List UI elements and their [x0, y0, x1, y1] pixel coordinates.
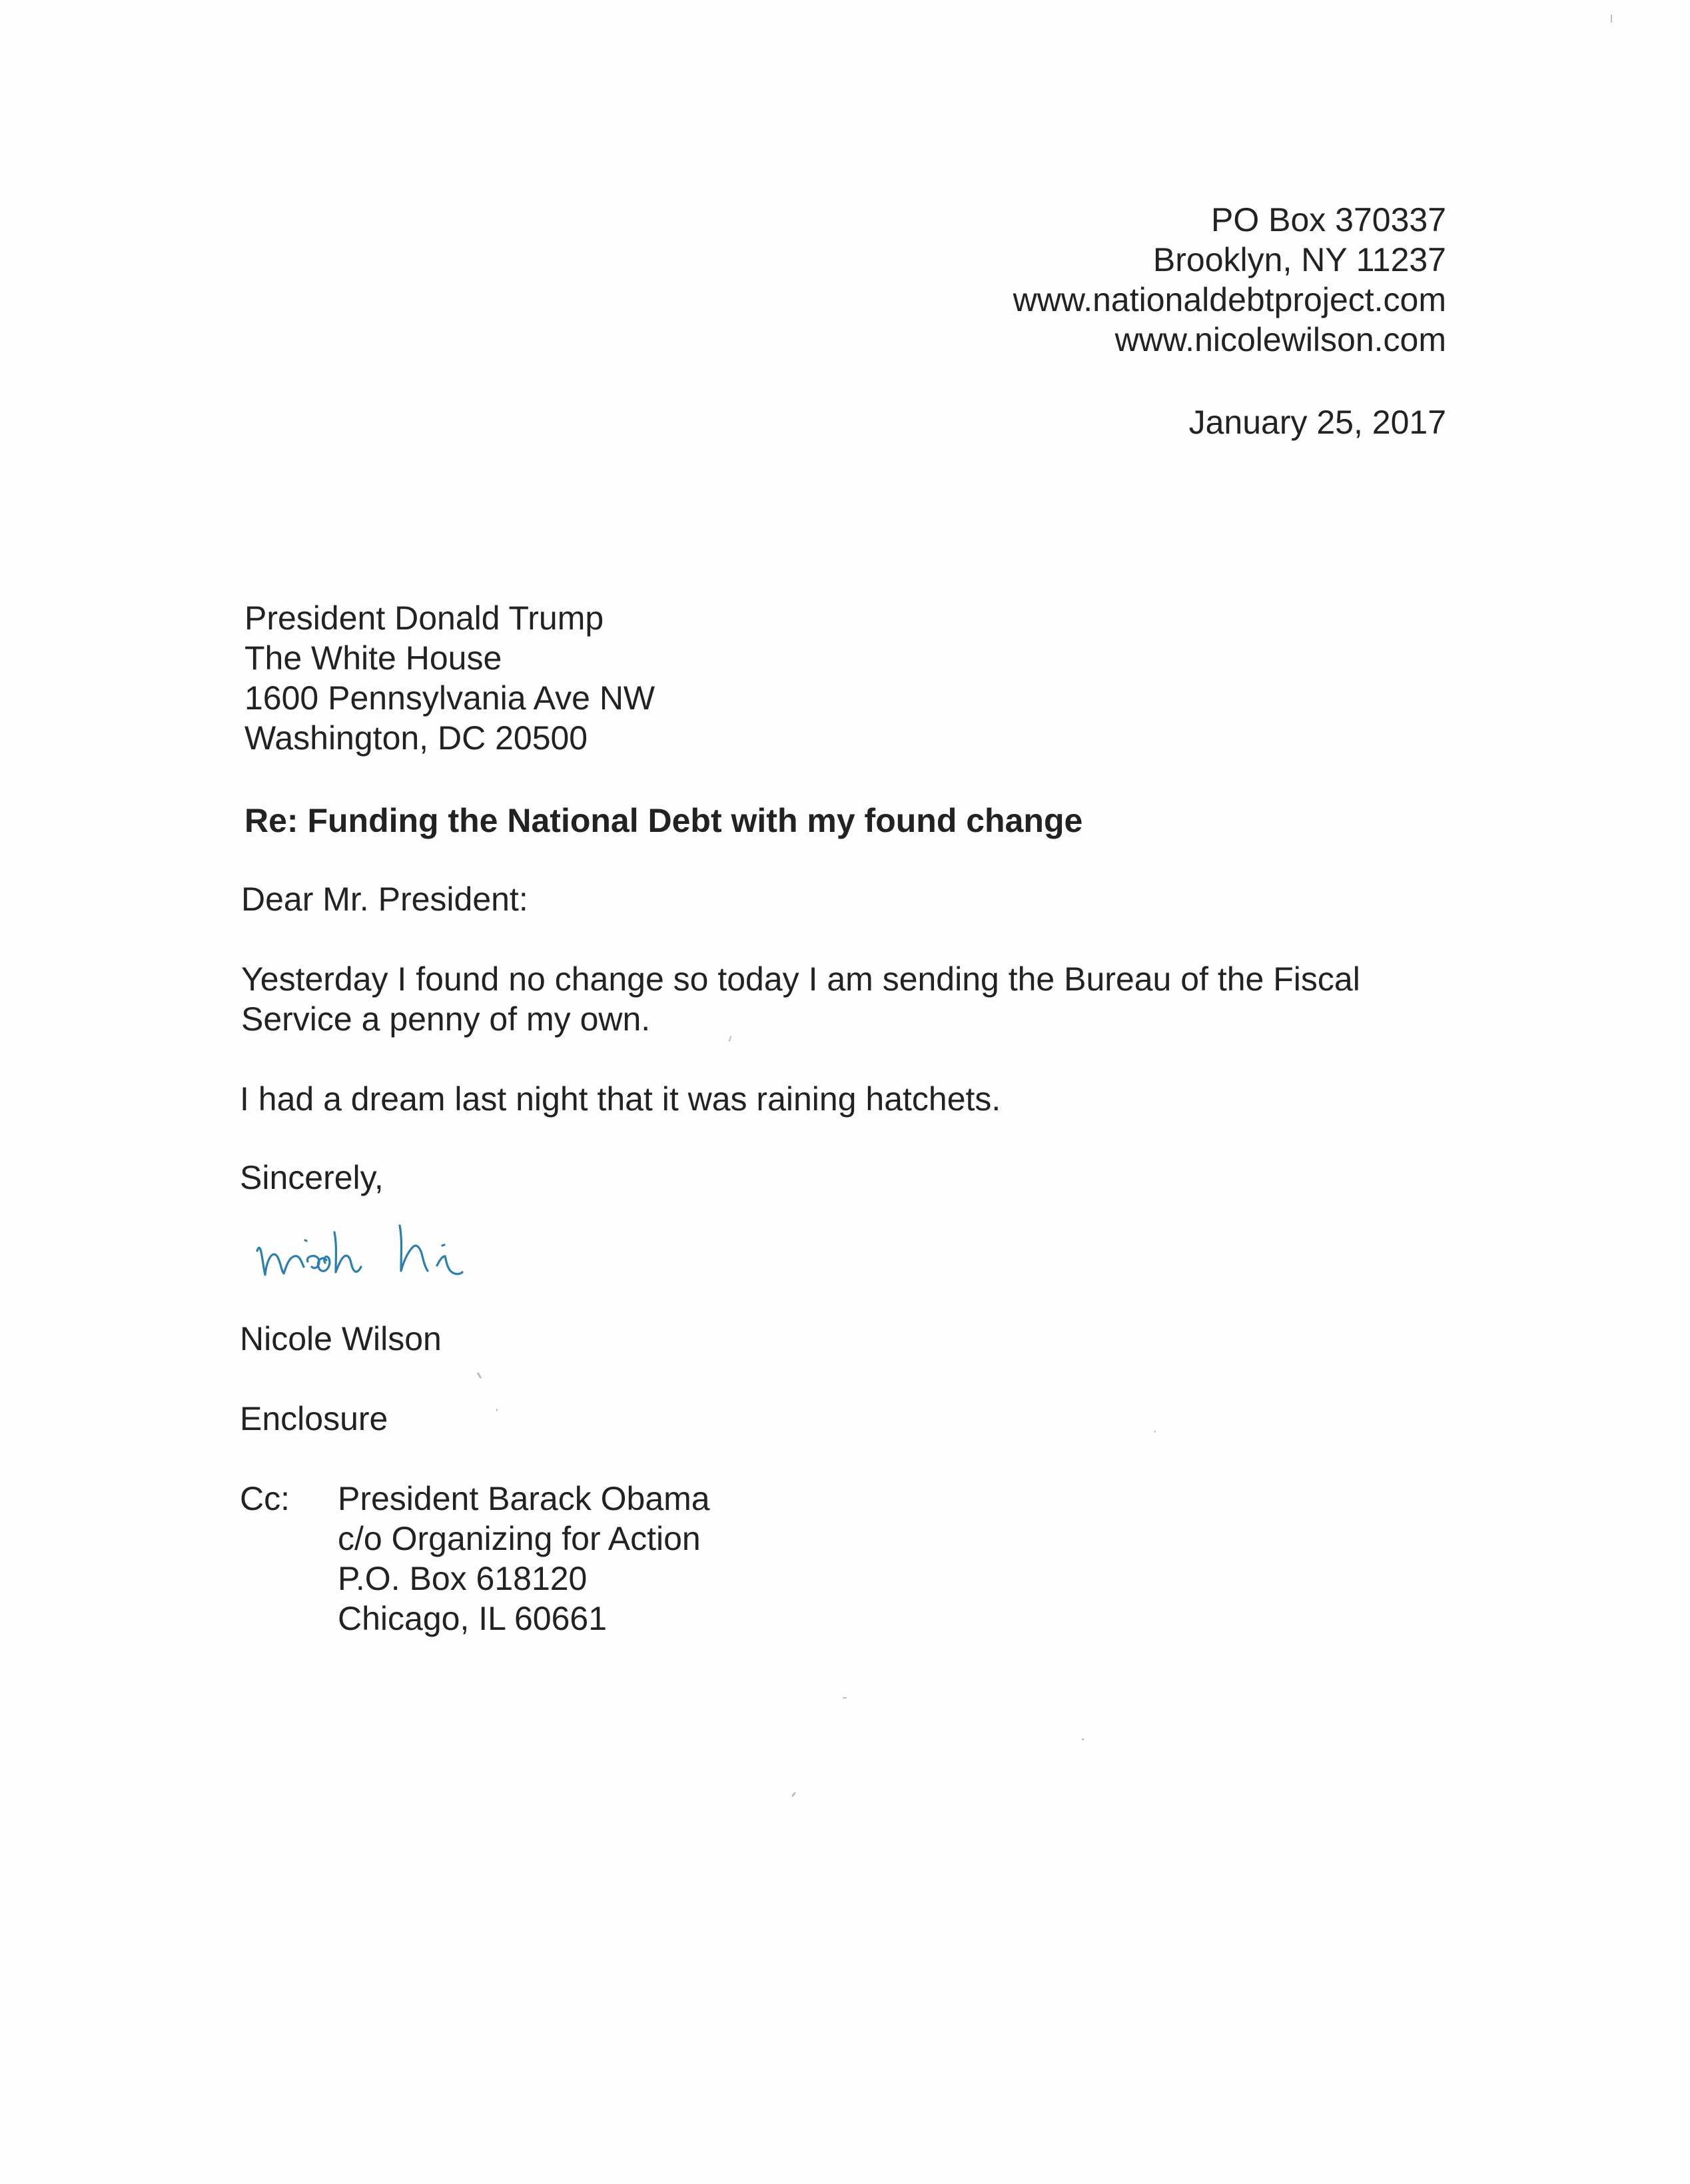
- scan-speck: [1611, 15, 1612, 23]
- scan-speck: [1154, 1431, 1156, 1433]
- sender-website-line: www.nationaldebtproject.com: [1013, 281, 1446, 318]
- cc-recipient-name: President Barack Obama: [338, 1480, 710, 1517]
- body-paragraph: I had a dream last night that it was raining hatchets.: [240, 1080, 1001, 1118]
- enclosure-note: Enclosure: [240, 1400, 388, 1437]
- body-paragraph-line: Service a penny of my own.: [241, 1000, 651, 1038]
- signer-name: Nicole Wilson: [240, 1320, 442, 1357]
- cc-address-line: P.O. Box 618120: [338, 1560, 588, 1597]
- sender-address-line: PO Box 370337: [1210, 201, 1446, 238]
- closing: Sincerely,: [240, 1159, 384, 1196]
- body-paragraph-line: Yesterday I found no change so today I am sending the Bureau of the Fiscal: [241, 960, 1360, 998]
- recipient-address-line: The White House: [244, 639, 502, 677]
- recipient-address-line: 1600 Pennsylvania Ave NW: [244, 679, 655, 717]
- sender-website-line: www.nicolewilson.com: [1114, 321, 1446, 358]
- subject-line: Re: Funding the National Debt with my found change: [244, 802, 1083, 839]
- recipient-address-line: Washington, DC 20500: [244, 719, 588, 757]
- body-paragraph: [241, 959, 1360, 1039]
- scan-speck: [843, 1697, 847, 1698]
- cc-recipient: [338, 1479, 710, 1638]
- scan-speck: [477, 1372, 482, 1379]
- recipient-name: President Donald Trump: [244, 599, 604, 637]
- scan-speck: [791, 1792, 796, 1797]
- scan-speck: [496, 1409, 498, 1411]
- cc-label: Cc:: [240, 1480, 290, 1517]
- scan-speck: [1082, 1738, 1084, 1740]
- cc-address-line: c/o Organizing for Action: [338, 1520, 701, 1557]
- recipient-address: [244, 598, 655, 758]
- letter-date: January 25, 2017: [1188, 404, 1446, 441]
- salutation: Dear Mr. President:: [241, 881, 528, 918]
- sender-address-line: Brooklyn, NY 11237: [1152, 241, 1446, 278]
- sender-address: [1013, 200, 1446, 360]
- handwritten-signature: [246, 1192, 566, 1305]
- cc-address-line: Chicago, IL 60661: [338, 1600, 608, 1637]
